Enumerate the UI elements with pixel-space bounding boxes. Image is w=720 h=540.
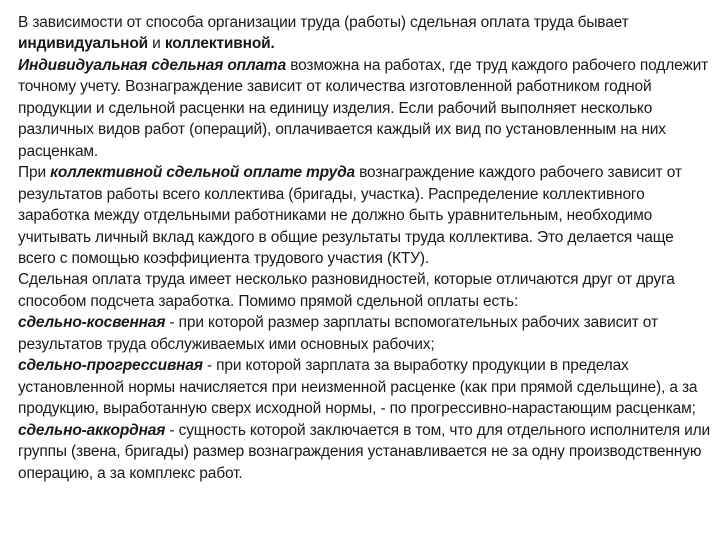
body-text-run: - при которой зарплата за выработку продукции в пределах установленной нормы начисляется при неизменной расценке (как при прямой сдельщине), а за продукцию, выработанную сверх исходной нормы, - по прогрессивно-нарастающим расценкам; — [18, 357, 698, 418]
term-emphasis: сдельно-аккордная — [18, 421, 166, 439]
body-text-run: При — [18, 164, 51, 182]
paragraph — [18, 312, 712, 355]
paragraph — [18, 269, 712, 312]
bold-text: индивидуальной — [18, 35, 149, 53]
paragraph — [18, 420, 712, 484]
body-text — [18, 12, 712, 484]
paragraph — [18, 355, 712, 419]
paragraph — [18, 162, 712, 269]
paragraph — [18, 55, 712, 162]
bold-text: коллективной. — [164, 35, 275, 53]
body-text-run: вознаграждение каждого рабочего зависит от результатов работы всего коллектива (бригады, участка). Распределение коллективного заработка между отдельными работниками не должно быть уравнительным, необходимо учитывать личный вклад каждого в общие результаты труда коллектива. Это делается чаще всего с помощью коэффициента трудового участия (КТУ). — [18, 164, 682, 267]
term-emphasis: коллективной сдельной оплате труда — [50, 164, 355, 182]
body-text-run: и — [148, 35, 165, 53]
term-emphasis: сдельно-прогрессивная — [18, 357, 203, 375]
body-text-run: - сущность которой заключается в том, что для отдельного исполнителя или группы (звена, бригады) размер вознаграждения устанавливается не за одну производственную операцию, а за комплекс работ. — [18, 421, 711, 482]
body-text-run: - при которой размер зарплаты вспомогательных рабочих зависит от результатов труда обслуживаемых ими основных рабочих; — [18, 314, 658, 353]
body-text-run: В зависимости от способа организации труда (работы) сдельная оплата труда бывает — [18, 14, 629, 31]
paragraph — [18, 12, 712, 55]
term-emphasis: сдельно-косвенная — [18, 314, 166, 332]
body-text-run: Сдельная оплата труда имеет несколько разновидностей, которые отличаются друг от друга способом подсчета заработка. Помимо прямой сдельной оплаты есть: — [18, 271, 675, 310]
body-text-run: возможна на работах, где труд каждого рабочего подлежит точному учету. Вознаграждение зависит от количества изготовленной работником годной продукции и сдельной расценки на единицу изделия. Если рабочий выполняет несколько различных видов работ (операций), оплачивается каждый их вид по установленным на них расценкам. — [18, 56, 709, 160]
term-emphasis: Индивидуальная сдельная оплата — [18, 56, 287, 74]
